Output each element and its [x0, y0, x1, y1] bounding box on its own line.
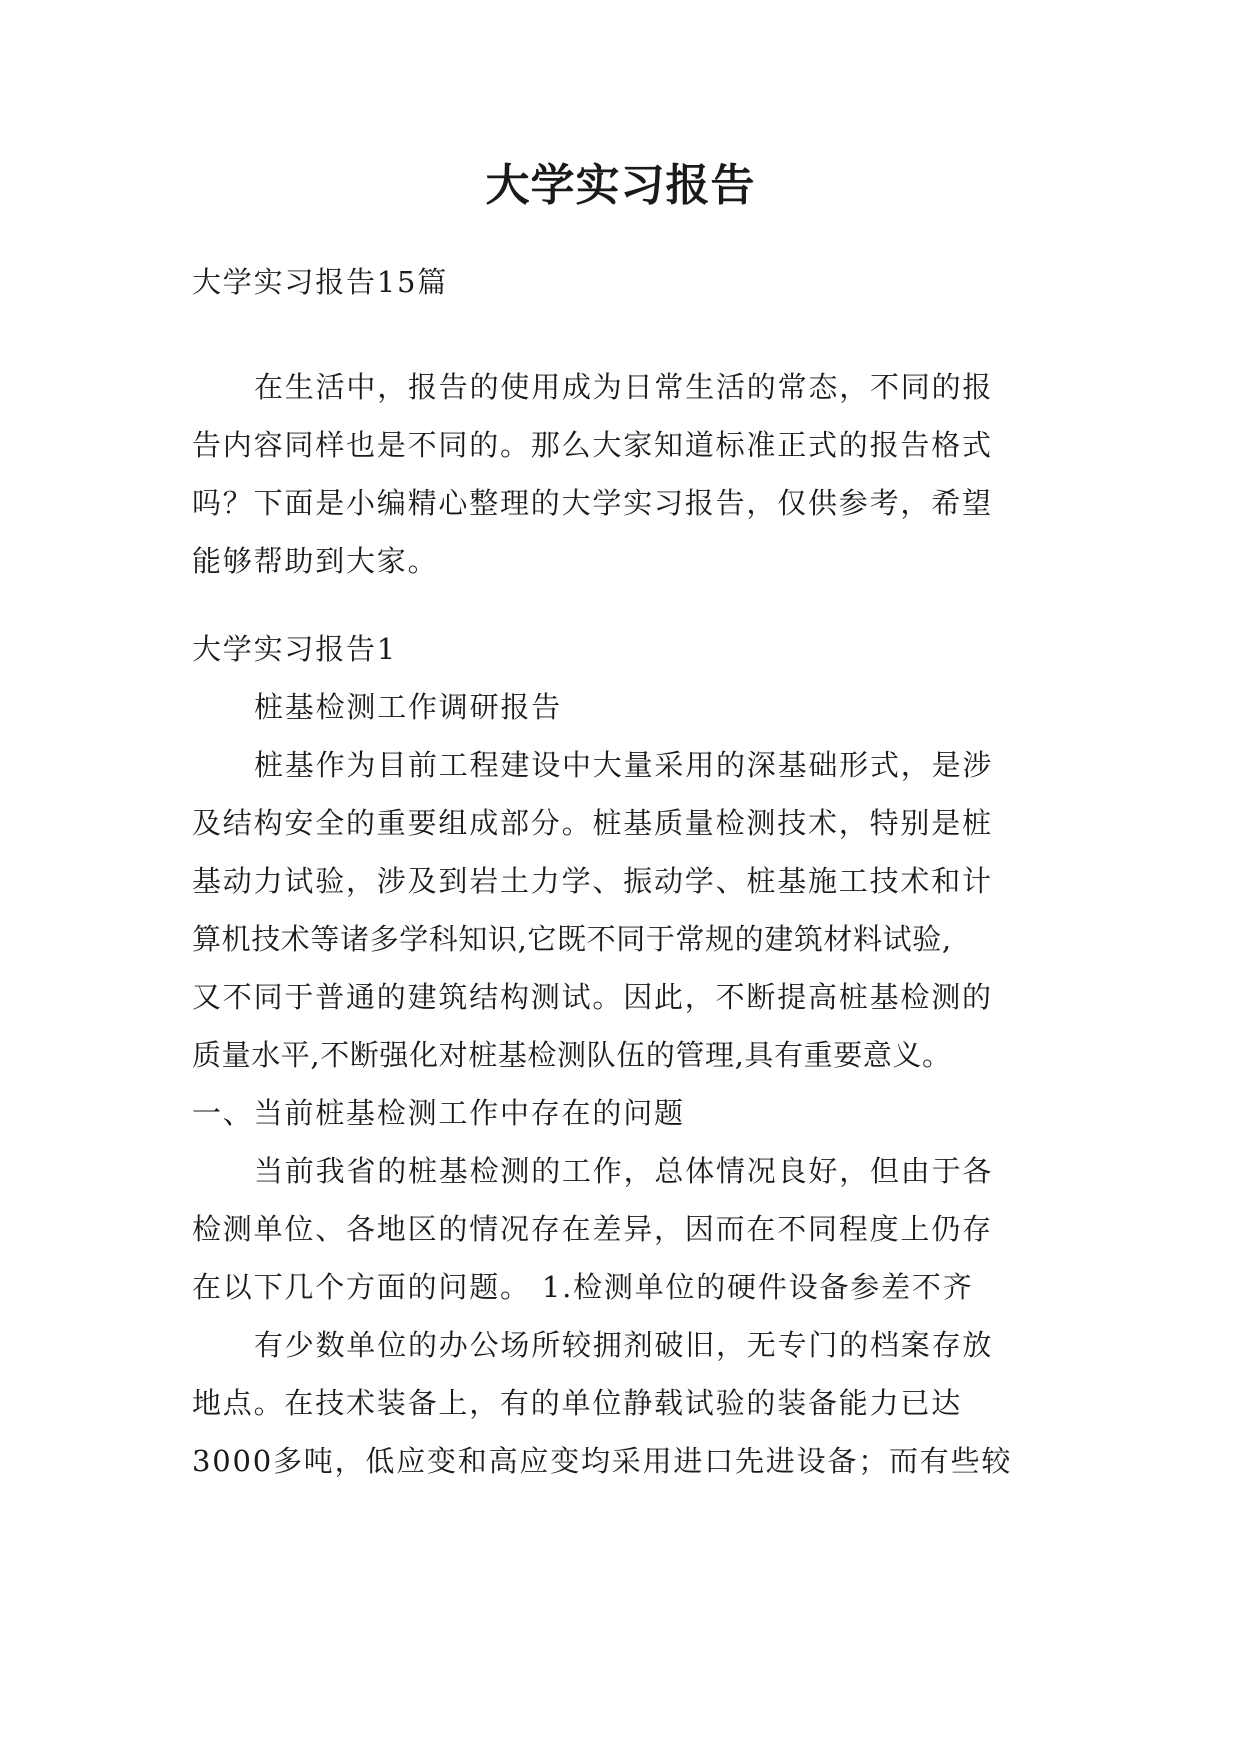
para3-line: 地点。在技术装备上，有的单位静载试验的装备能力已达	[192, 1386, 963, 1420]
para2-line: 在以下几个方面的问题。 1.检测单位的硬件设备参差不齐	[192, 1270, 974, 1304]
body-section	[192, 620, 1056, 1490]
para1-line: 及结构安全的重要组成部分。桩基质量检测技术，特别是桩	[192, 806, 993, 840]
subtitle: 大学实习报告15篇	[192, 265, 449, 299]
para3-line: 3000多吨，低应变和高应变均采用进口先进设备；而有些较	[192, 1444, 1013, 1478]
section-heading: 一、当前桩基检测工作中存在的问题	[192, 1096, 685, 1130]
section-title: 大学实习报告1	[192, 632, 398, 666]
para2-line: 检测单位、各地区的情况存在差异，因而在不同程度上仍存	[192, 1212, 993, 1246]
document-title: 大学实习报告	[485, 160, 756, 211]
para1-line: 基动力试验，涉及到岩土力学、振动学、桩基施工技术和计	[192, 864, 993, 898]
para3-line: 有少数单位的办公场所较拥剂破旧，无专门的档案存放	[254, 1328, 994, 1362]
para1-line: 算机技术等诸多学科知识,它既不同于常规的建筑材料试验,	[192, 922, 952, 956]
para2-line: 当前我省的桩基检测的工作，总体情况良好，但由于各	[254, 1154, 994, 1188]
intro-line: 在生活中，报告的使用成为日常生活的常态，不同的报	[254, 370, 994, 404]
subtitle-block	[192, 253, 1056, 311]
intro-line: 吗？下面是小编精心整理的大学实习报告，仅供参考，希望	[192, 486, 993, 520]
intro-line: 能够帮助到大家。	[192, 544, 439, 578]
para1-line: 桩基作为目前工程建设中大量采用的深基础形式，是涉	[254, 748, 994, 782]
para1-line: 质量水平,不断强化对桩基检测队伍的管理,具有重要意义。	[192, 1038, 952, 1072]
report-title: 桩基检测工作调研报告	[254, 690, 563, 724]
intro-paragraph	[192, 358, 1056, 590]
para1-line: 又不同于普通的建筑结构测试。因此，不断提高桩基检测的	[192, 980, 993, 1014]
intro-line: 告内容同样也是不同的。那么大家知道标准正式的报告格式	[192, 428, 993, 462]
